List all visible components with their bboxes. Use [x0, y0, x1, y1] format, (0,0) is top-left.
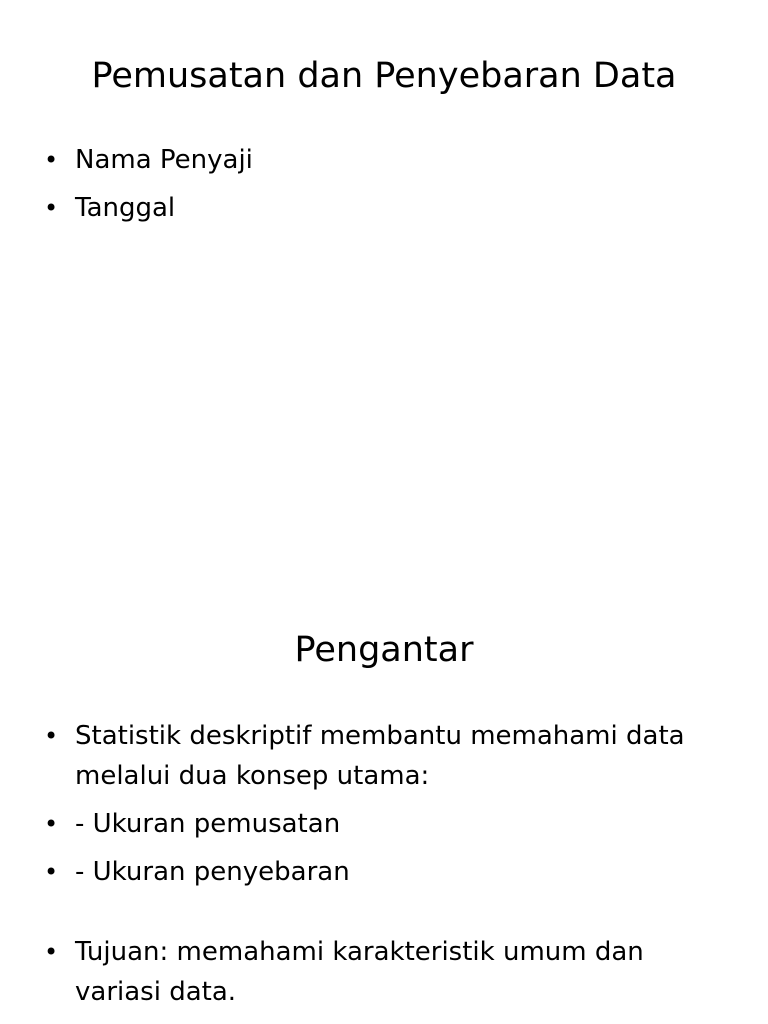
bullet-item: [0, 852, 768, 892]
bullet-item: [0, 932, 768, 1012]
bullet-icon: •: [44, 146, 59, 174]
bullet-text: - Ukuran pemusatan: [75, 809, 341, 839]
bullet-text: - Ukuran penyebaran: [75, 857, 350, 887]
bullet-item: [0, 140, 768, 180]
slide-intro: [0, 576, 768, 1024]
bullet-text: Nama Penyaji: [75, 145, 253, 175]
bullet-item: [0, 188, 768, 228]
bullet-text: Statistik deskriptif membantu memahami data melalui dua konsep utama:: [75, 721, 685, 791]
bullet-icon: •: [44, 938, 59, 966]
slide-title: Pengantar: [294, 630, 474, 670]
bullet-text: Tanggal: [75, 193, 176, 223]
bullet-item: [0, 716, 768, 796]
bullet-list: [0, 716, 768, 1020]
bullet-item: [0, 804, 768, 844]
bullet-list: [0, 140, 768, 236]
bullet-icon: •: [44, 194, 59, 222]
bullet-icon: •: [44, 810, 59, 838]
bullet-icon: •: [44, 722, 59, 750]
bullet-icon: •: [44, 858, 59, 886]
bullet-text: Tujuan: memahami karakteristik umum dan variasi data.: [75, 937, 644, 1007]
slide-title: Pemusatan dan Penyebaran Data: [91, 56, 677, 96]
